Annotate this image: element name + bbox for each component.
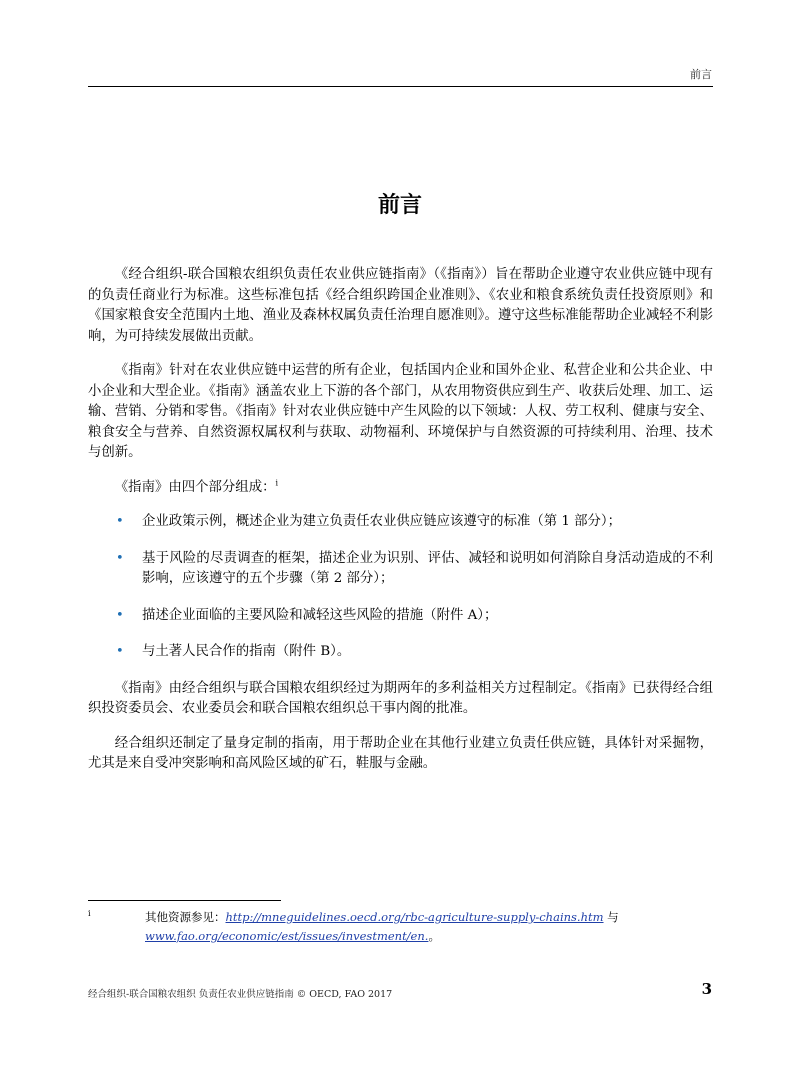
list-item-text: 基于风险的尽责调查的框架，描述企业为识别、评估、减轻和说明如何消除自身活动造成的不利影响，应该遵守的五个步骤（第 2 部分）； <box>142 550 713 586</box>
header-rule <box>88 86 713 87</box>
list-item <box>88 512 713 533</box>
list-item-text: 描述企业面临的主要风险和减轻这些风险的措施（附件 A）； <box>142 607 498 623</box>
page-number: 3 <box>701 980 712 998</box>
bullet-icon: • <box>116 550 124 566</box>
footnote-body <box>145 908 713 946</box>
list-item <box>88 606 713 627</box>
fao-investment-link[interactable]: www.fao.org/economic/est/issues/investment/en. <box>145 929 429 943</box>
component-list <box>88 512 713 663</box>
footnote-suffix: 。 <box>428 929 440 943</box>
footnote-mark: i <box>88 909 91 918</box>
footnote-rule <box>88 900 281 901</box>
list-item <box>88 642 713 663</box>
footnote-reference[interactable]: i <box>275 478 279 488</box>
list-item-text: 企业政策示例，概述企业为建立负责任农业供应链应该遵守的标准（第 1 部分）； <box>142 514 622 529</box>
oecd-guidelines-link[interactable]: http://mneguidelines.oecd.org/rbc-agriculture-supply-chains.htm <box>225 910 604 924</box>
list-intro <box>88 478 713 499</box>
running-head-title: 前言 <box>690 68 712 81</box>
footnote-connector: 与 <box>603 910 619 924</box>
footer-publication: 经合组织-联合国粮农组织 负责任农业供应链指南 © OECD, FAO 2017 <box>88 989 393 1000</box>
paragraph-scope: 《指南》针对在农业供应链中运营的所有企业，包括国内企业和国外企业、私营企业和公共企业、中小企业和大型企业。《指南》涵盖农业上下游的各个部门，从农用物资供应到生产、收获后处理、加工、运输、营销、分销和零售。《指南》针对农业供应链中产生风险的以下领域：人权、劳工权利、健康与安全、粮食安全与营养、自然资源权属权利与获取、动物福利、环境保护与自然资源的可持续利用、治理、技术与创新。 <box>88 363 713 460</box>
list-item <box>88 549 713 590</box>
bullet-icon: • <box>116 644 124 659</box>
paragraph-other-guidance: 经合组织还制定了量身定制的指南，用于帮助企业在其他行业建立负责任供应链，具体针对采掘物，尤其是来自受冲突影响和高风险区域的矿石，鞋服与金融。 <box>88 735 713 771</box>
footnote-prefix: 其他资源参见： <box>145 910 226 924</box>
paragraph-development: 《指南》由经合组织与联合国粮农组织经过为期两年的多利益相关方过程制定。《指南》已获得经合组织投资委员会、农业委员会和联合国粮农组织总干事内阁的批准。 <box>88 680 713 716</box>
list-intro-text: 《指南》由四个部分组成： <box>114 479 276 495</box>
paragraph-intro: 《经合组织-联合国粮农组织负责任农业供应链指南》（《指南》）旨在帮助企业遵守农业供应链中现有的负责任商业行为标准。这些标准包括《经合组织跨国企业准则》、《农业和粮食系统负责任投资原则》和《国家粮食安全范围内土地、渔业及森林权属负责任治理自愿准则》。遵守这些标准能帮助企业减轻不利影响，为可持续发展做出贡献。 <box>88 267 713 344</box>
bullet-icon: • <box>116 514 124 529</box>
main-body <box>88 265 713 789</box>
footnote <box>88 908 713 946</box>
bullet-icon: • <box>116 607 124 623</box>
list-item-text: 与土著人民合作的指南（附件 B）。 <box>142 644 351 659</box>
page-title: 前言 <box>377 192 422 218</box>
